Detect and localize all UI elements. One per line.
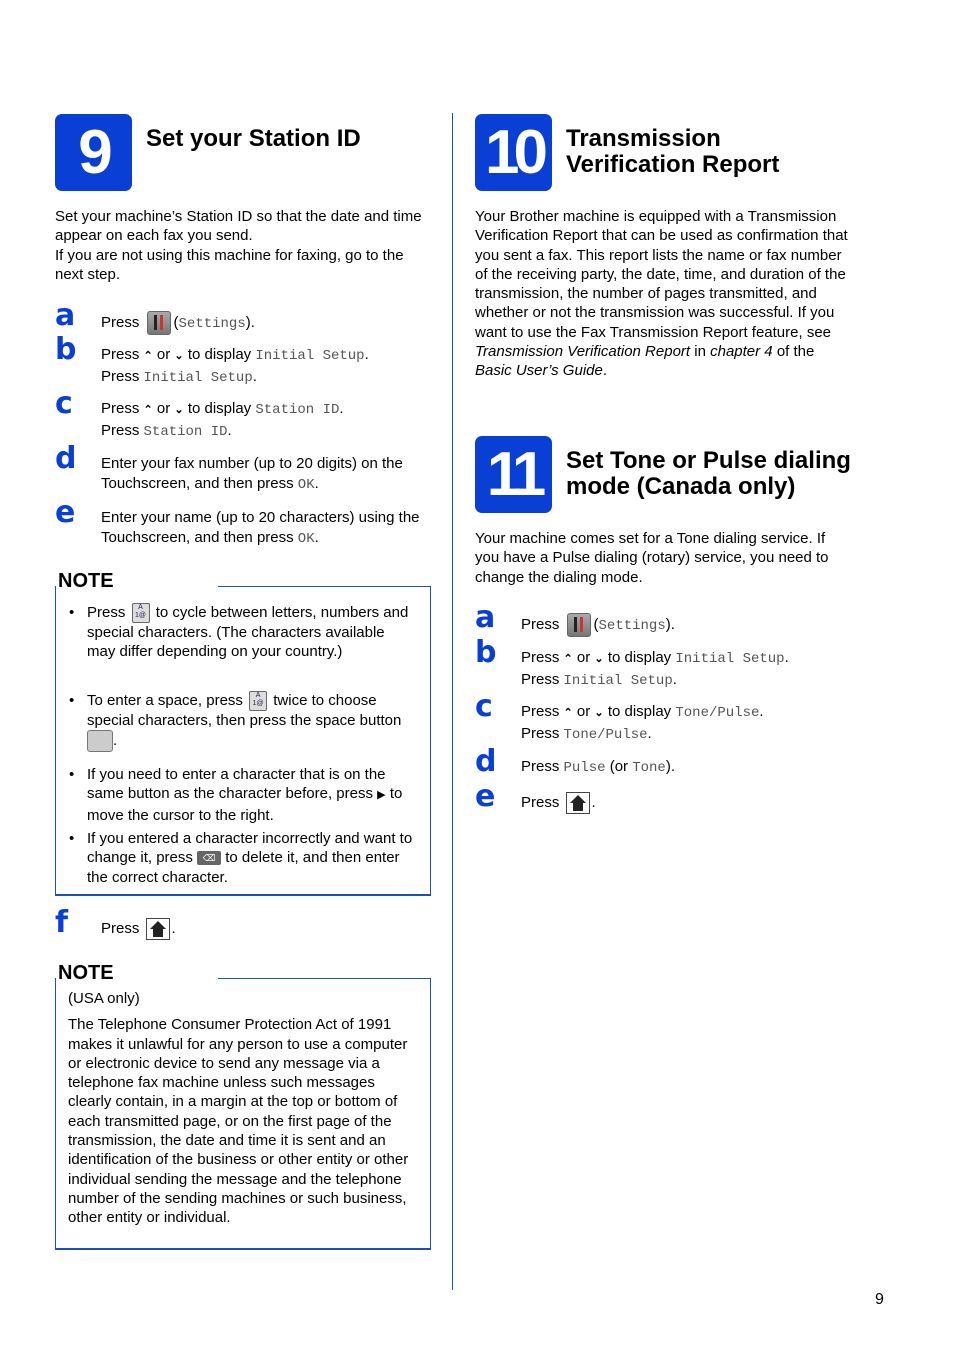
text: or — [156, 400, 171, 417]
intro-text: Set your machine’s Station ID so that the date and time appear on each fax you send. — [55, 208, 422, 245]
chevron-up-icon: ⌃ — [563, 707, 573, 719]
step-title — [566, 448, 866, 500]
step-title — [566, 126, 866, 178]
chevron-down-icon: ⌄ — [174, 350, 184, 362]
substep-letter: b — [55, 332, 77, 367]
text: to cycle between letters, numbers and special characters. (The characters available may differ depending on your country.) — [87, 604, 409, 661]
note-label: NOTE — [58, 570, 114, 592]
code-text: Tone — [632, 760, 666, 776]
text: twice to choose special characters, then press the space button — [87, 692, 402, 730]
text: Press — [87, 604, 126, 621]
text: to display — [607, 649, 672, 666]
text: Press — [521, 793, 560, 811]
text: Press — [521, 615, 560, 633]
text: to display — [187, 346, 252, 363]
note-text — [68, 989, 416, 1228]
note-box-1: NOTE • Press A 1@ to cycle between letters, numbers and special characters. (The characters available may differ depending on your country.) • To enter a space, press A 1@ twice to choose special characters, then press the space button . • If you need to enter a character that is on the same button as the character before, press ▶ to move the cursor to the right. • If you entered a character incorrectly and want to change it, press ⌫ to delete it, and then enter the correct character. — [55, 570, 431, 898]
reference-text: chapter 4 — [710, 343, 773, 361]
step-title: Set your Station ID — [146, 125, 361, 152]
substep-letter: b — [475, 635, 497, 670]
text: to display — [607, 703, 672, 720]
note-body: The Telephone Consumer Protection Act of 1991 makes it unlawful for any person to use a computer or electronic device to send any message via a telephone fax machine unless such messages clearly contain, in a margin at the top or bottom of each transmitted page, or on the first page of the transmission, the date and time it is sent and an identification of the business or other entity or other individual sending the message and the telephone number of the sending machines or such business, other entity or individual. — [68, 1016, 409, 1227]
text: Press — [521, 649, 560, 666]
backspace-icon: ⌫ — [197, 851, 221, 865]
code-text: Tone/Pulse — [675, 705, 760, 721]
chevron-down-icon: ⌄ — [174, 404, 184, 416]
text: to delete it, and then enter the correct character. — [87, 849, 400, 886]
home-icon — [146, 918, 170, 940]
step-number-badge: 10 — [475, 114, 552, 191]
text: or — [576, 649, 591, 666]
code-text: OK — [297, 476, 315, 493]
text: of the — [776, 343, 815, 361]
step-number-badge: 9 — [55, 114, 132, 191]
note-box-2 — [55, 962, 431, 1252]
code-text: Initial Setup — [143, 369, 253, 386]
substep-letter: c — [55, 386, 73, 421]
code-text: Pulse — [563, 760, 606, 776]
step-10-body: Your Brother machine is equipped with a Transmission Verification Report that can be used as confirmation that you sent a fax. This report lists the name or fax number of the receiving party, the date, time, and duration of the transmission, the number of pages transmitted, and whether or not the transmission was successful. If you want to use the Fax Transmission Report feature, see Transmission Verification Report in chapter 4 of the Basic User’s Guide. — [475, 208, 848, 380]
title-line: Set Tone or Pulse dialing — [566, 447, 851, 474]
step-9-header — [55, 114, 435, 194]
text: Press — [521, 703, 560, 720]
chevron-up-icon: ⌃ — [563, 653, 573, 665]
code-text: Station ID — [143, 423, 228, 440]
step-9-intro — [55, 207, 430, 284]
text: or — [614, 758, 629, 775]
substep-letter: a — [475, 600, 496, 635]
text: Press — [101, 919, 140, 937]
substep-letter: e — [55, 495, 76, 530]
step-10-header — [475, 114, 855, 194]
substep-letter: c — [475, 689, 493, 724]
text: If you entered a character incorrectly and want to change it, press — [87, 830, 413, 867]
text: Press — [101, 421, 140, 439]
code-text: Tone/Pulse — [563, 726, 648, 743]
text: to display — [187, 400, 252, 417]
text: in — [694, 343, 706, 361]
step-11-header — [475, 436, 855, 516]
chevron-down-icon: ⌄ — [594, 707, 604, 719]
keyboard-mode-icon: A 1@ — [132, 603, 150, 623]
note-line: (USA only) — [68, 990, 140, 1007]
body-text: Your Brother machine is equipped with a Transmission Verification Report that can be used as confirmation that you sent a fax. This report lists the name or fax number of the receiving party, the date, time, and duration of the transmission, the number of pages transmitted, and whether or not the transmission was successful. If you want to use the Fax Transmission Report feature, see — [475, 208, 848, 341]
code-settings: Settings — [598, 617, 666, 634]
page-number: 9 — [875, 1291, 884, 1308]
reference-text: Basic User’s Guide — [475, 362, 603, 380]
text: to move the cursor to the right. — [87, 785, 403, 824]
code-text: OK — [297, 530, 315, 547]
note-label: NOTE — [58, 962, 114, 984]
code-settings: Settings — [178, 315, 246, 332]
chevron-up-icon: ⌃ — [143, 350, 153, 362]
intro-text-2: If you are not using this machine for faxing, go to the next step. — [55, 246, 404, 283]
chevron-up-icon: ⌃ — [143, 404, 153, 416]
column-divider — [452, 113, 453, 1290]
space-button-icon — [87, 730, 113, 752]
code-text: Station ID — [255, 402, 340, 418]
text: or — [576, 703, 591, 720]
substep-letter: d — [475, 744, 497, 779]
text: Press — [521, 758, 560, 775]
home-icon — [566, 792, 590, 814]
text: Press — [101, 346, 140, 363]
text: To enter a space, press — [87, 692, 243, 709]
title-line: Verification Report — [566, 151, 780, 178]
text: Press — [101, 367, 140, 385]
text: Press — [521, 670, 560, 688]
text: or — [156, 346, 171, 363]
triangle-right-icon: ▶ — [377, 789, 386, 802]
text: Enter your name (up to 20 characters) using the Touchscreen, and then press — [101, 509, 420, 546]
reference-text: Transmission Verification Report — [475, 343, 691, 361]
text: Press — [101, 400, 140, 417]
code-text: Initial Setup — [255, 348, 365, 364]
title-line: Transmission — [566, 125, 721, 152]
text: Press — [521, 724, 560, 742]
title-line: mode (Canada only) — [566, 473, 796, 500]
text: Press — [101, 313, 140, 331]
settings-icon — [147, 311, 171, 335]
chevron-down-icon: ⌄ — [594, 653, 604, 665]
step-11-intro — [475, 529, 850, 587]
substep-letter: f — [55, 905, 69, 940]
code-text: Initial Setup — [563, 672, 673, 689]
substep-letter: a — [55, 298, 76, 333]
keyboard-mode-icon: A 1@ — [249, 691, 267, 711]
text: Enter your fax number (up to 20 digits) on the Touchscreen, and then press — [101, 455, 403, 492]
substep-letter: d — [55, 441, 77, 476]
step-number-badge: 11 — [475, 436, 552, 513]
intro-text: Your machine comes set for a Tone dialing service. If you have a Pulse dialing (rotary) service, you need to change the dialing mode. — [475, 530, 829, 586]
code-text: Initial Setup — [675, 651, 785, 667]
text: If you need to enter a character that is on the same button as the character before, press — [87, 766, 386, 803]
settings-icon — [567, 613, 591, 637]
substep-letter: e — [475, 779, 496, 814]
